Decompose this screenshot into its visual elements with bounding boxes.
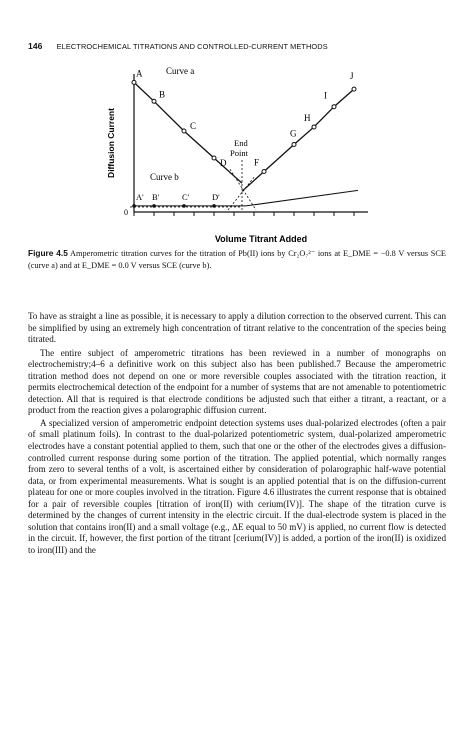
paragraph: The entire subject of amperometric titrations has been reviewed in a number of monographs on electrochemistry;4–6 a definitive work on this subject also has been published.7 Because the amperometric titration method does not depend on one or more reversible couples associated with the titration reaction, it permits electrochemical detection of the endpoint for a number of systems that are not amenable to potentiometric detection. All that is required is that electrode conditions be adjusted such that either a titrant, a reactant, or a product from the reaction gives a polarographic diffusion current. bbox=[28, 347, 446, 416]
curve-a-ascending-line bbox=[242, 89, 354, 191]
curve-a-point-label: I bbox=[324, 90, 327, 101]
curve-a-point-label: A bbox=[136, 68, 143, 79]
curve-a-point bbox=[182, 129, 186, 133]
curve-a-point-label: F bbox=[254, 157, 260, 168]
end-point-label: End bbox=[234, 138, 248, 148]
curve-b-point bbox=[132, 204, 136, 208]
paragraph: To have as straight a line as possible, it is necessary to apply a dilution correction to the observed current. This can be simplified by using an extremely high concentration of titrant relative to the concentration of the species being titrated. bbox=[28, 311, 446, 345]
curve-a-point-label: H bbox=[304, 112, 311, 123]
curve-a-point bbox=[352, 87, 356, 91]
running-header bbox=[28, 41, 458, 51]
curve-a-name: Curve a bbox=[166, 66, 195, 76]
origin-label: 0 bbox=[124, 208, 128, 217]
figure-caption bbox=[28, 248, 446, 271]
curve-a-point bbox=[292, 143, 296, 147]
curve-b-point-label: C' bbox=[182, 191, 190, 202]
page-number: 146 bbox=[28, 41, 43, 51]
curve-b-rising-line bbox=[246, 190, 358, 206]
y-axis-label: Diffusion Current bbox=[106, 108, 116, 178]
curve-b-point-label: B' bbox=[152, 191, 160, 202]
figure-annotations bbox=[150, 66, 249, 212]
figure-label: Figure 4.5 bbox=[28, 248, 68, 258]
curve-a-point-label: D bbox=[220, 158, 227, 168]
caption-text: Amperometric titration curves for the titration of Pb(II) ions by Cr₂O₇²⁻ ions at E_DME = −0.8 V versus SCE (curve a) and at E_DME = 0.0 V versus SCE (curve b). bbox=[28, 249, 446, 270]
curve-b-group bbox=[130, 190, 358, 207]
curve-b-point bbox=[152, 204, 156, 208]
curve-a-point bbox=[132, 80, 136, 84]
curve-a-point bbox=[262, 170, 266, 174]
curve-a-point bbox=[332, 105, 336, 109]
curve-a-point-label: G bbox=[290, 128, 297, 139]
curve-a-point bbox=[212, 156, 216, 160]
paragraph: A specialized version of amperometric endpoint detection systems uses dual-polarized electrodes (often a pair of small platinum foils). In contrast to the dual-polarized potentiometric system, dual-polarized amperometric electrodes have a constant potential applied to them, such that one or the other of the electrodes gives a diffusion-controlled current response during some portion of the titration. The applied potential, which normally ranges from zero to several tenths of a volt, is ascertained either by consideration of polarographic half-wave potential data, or from experimental measurements. What is sought is an applied potential that is on the diffusion-current plateau for one or more couples involved in the titration. Figure 4.6 illustrates the current response that is obtained for a pair of reversible couples [titration of iron(II) with cerium(IV)]. The shape of the titration curve is determined by the changes of current intensity in the electric circuit. If the dual-electrode system is placed in the solution that contains iron(II) and a small voltage (e.g., ΔE equal to 50 mV) is applied, no current flow is detected in the circuit. If, however, the first portion of the titrant [cerium(IV)] is added, a portion of the iron(II) is oxidized to iron(III) and the bbox=[28, 417, 446, 555]
curve-b-name: Curve b bbox=[150, 172, 179, 182]
x-axis-label: Volume Titrant Added bbox=[214, 234, 308, 244]
curve-a-descending-line bbox=[134, 82, 242, 183]
curve-b-point bbox=[182, 204, 186, 208]
curve-b-point-label: A' bbox=[136, 191, 144, 202]
curve-a-point bbox=[152, 99, 156, 103]
body-text bbox=[28, 311, 446, 557]
curve-b-point bbox=[212, 204, 216, 208]
amperometric-titration-figure bbox=[96, 60, 396, 246]
running-title: ELECTROCHEMICAL TITRATIONS AND CONTROLLED-CURRENT METHODS bbox=[56, 42, 328, 51]
curve-a-point bbox=[312, 125, 316, 129]
curve-a-point-label: B bbox=[159, 89, 166, 100]
end-point-label: Point bbox=[230, 148, 248, 158]
curve-a-point-label: J bbox=[350, 71, 354, 82]
curve-a-point-label: C bbox=[190, 121, 197, 131]
figure-axes bbox=[106, 74, 368, 244]
curve-b-point-label: D' bbox=[212, 191, 220, 202]
